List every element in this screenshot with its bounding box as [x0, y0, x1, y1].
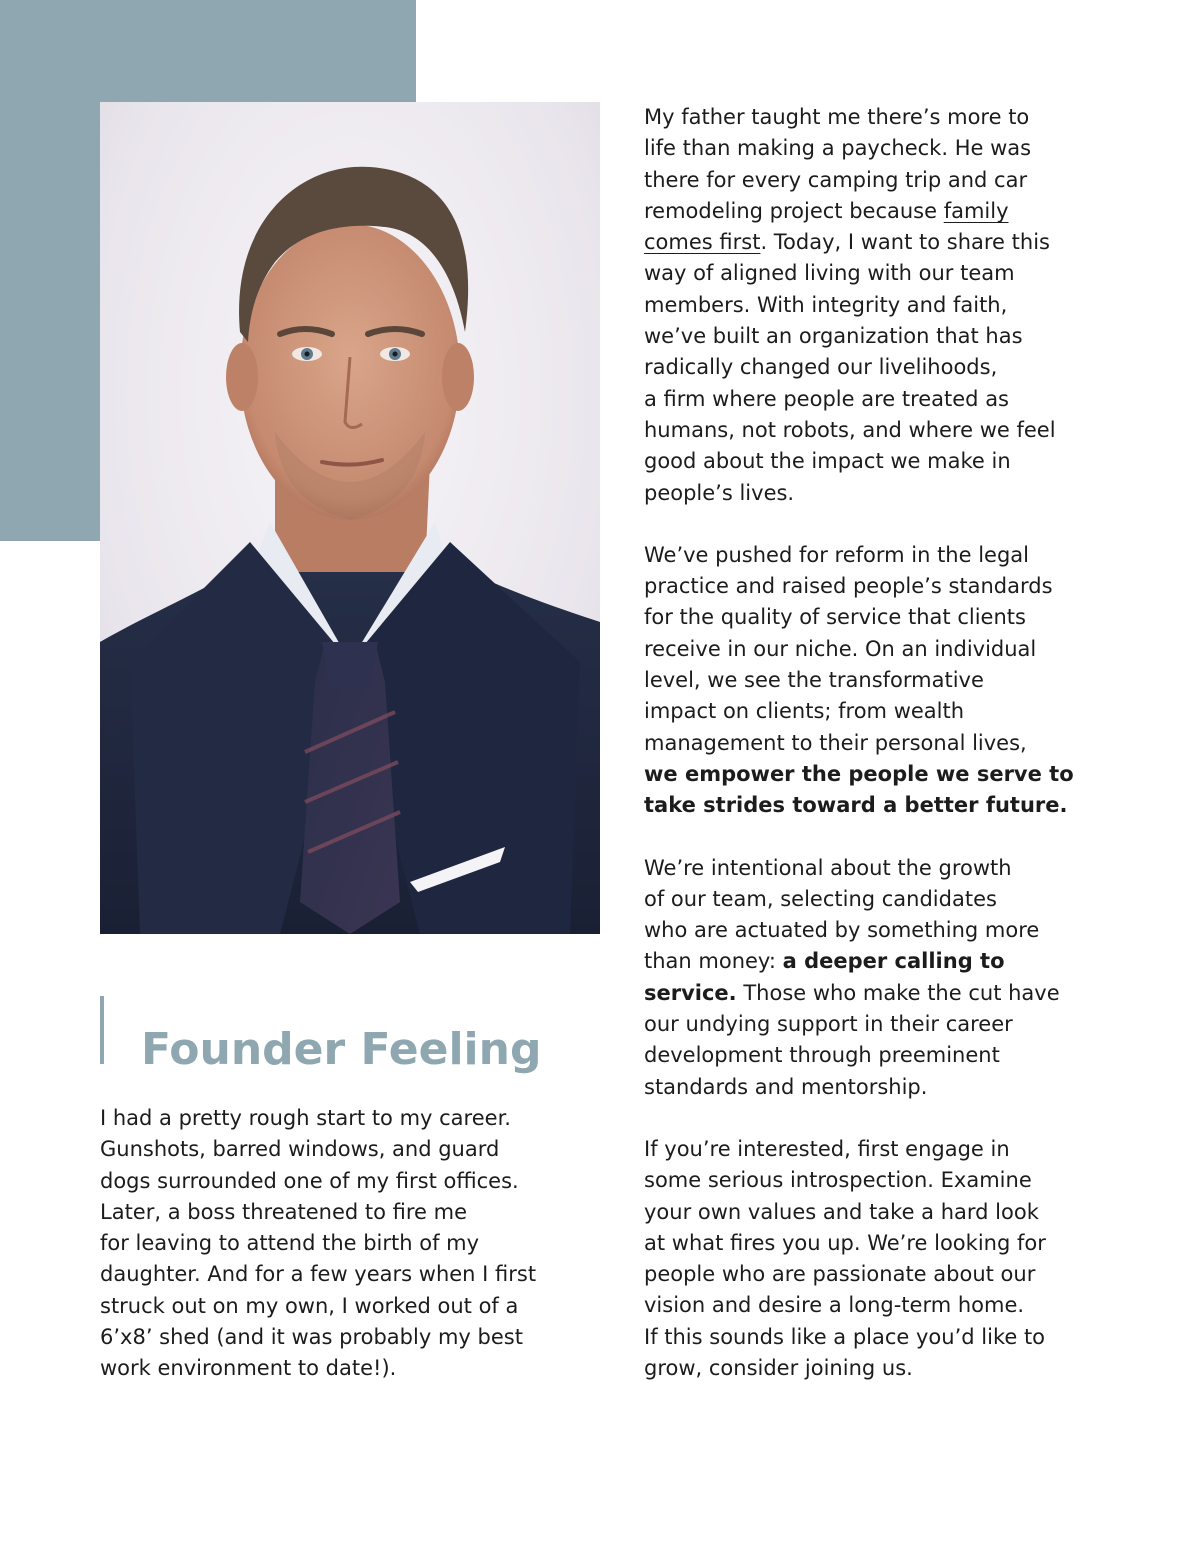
- intro-paragraph: [100, 1103, 600, 1385]
- text-line: who are actuated by something more: [644, 918, 1040, 943]
- left-column-text: [100, 1103, 600, 1385]
- text-segment: remodeling project because: [644, 198, 944, 223]
- text-line: Gunshots, barred windows, and guard: [100, 1137, 500, 1162]
- text-line: people who are passionate about our: [644, 1262, 1036, 1287]
- bold-text-segment: a deeper calling to: [782, 949, 1005, 974]
- paragraph-reform: [644, 540, 1114, 822]
- text-line: [644, 227, 1114, 258]
- text-line: some serious introspection. Examine: [644, 1168, 1032, 1193]
- text-line: level, we see the transformative: [644, 668, 984, 693]
- text-line: daughter. And for a few years when I first: [100, 1262, 537, 1287]
- text-line: for leaving to attend the birth of my: [100, 1231, 480, 1256]
- text-line: grow, consider joining us.: [644, 1355, 913, 1380]
- text-line: for the quality of service that clients: [644, 605, 1026, 630]
- text-line: If you’re interested, first engage in: [644, 1136, 1010, 1161]
- text-line: people’s lives.: [644, 480, 795, 505]
- bold-text-segment: service.: [644, 980, 737, 1005]
- text-line: life than making a paycheck. He was: [644, 136, 1032, 161]
- portrait-illustration: [100, 102, 600, 934]
- text-line: I had a pretty rough start to my career.: [100, 1106, 511, 1130]
- text-line: work environment to date!).: [100, 1356, 397, 1381]
- text-line: impact on clients; from wealth: [644, 699, 965, 724]
- text-line: there for every camping trip and car: [644, 167, 1028, 192]
- text-line: your own values and take a hard look: [644, 1199, 1039, 1224]
- family-comes-first-link-continued[interactable]: comes first: [644, 230, 761, 255]
- text-line: [644, 946, 1114, 977]
- paragraph-family: [644, 102, 1114, 509]
- founder-portrait-photo: [100, 102, 600, 934]
- text-line: Later, a boss threatened to fire me: [100, 1199, 468, 1224]
- text-line: radically changed our livelihoods,: [644, 355, 998, 380]
- text-line: standards and mentorship.: [644, 1074, 928, 1099]
- text-line: [644, 196, 1114, 227]
- bold-text-line: take strides toward a better future.: [644, 793, 1068, 818]
- text-line: way of aligned living with our team: [644, 261, 1015, 286]
- heading-accent-bar: [100, 996, 104, 1064]
- section-heading: Founder Feeling: [141, 1024, 542, 1075]
- text-line: dogs surrounded one of my first offices.: [100, 1168, 519, 1193]
- text-segment: Those who make the cut have: [736, 980, 1060, 1005]
- text-line: struck out on my own, I worked out of a: [100, 1293, 519, 1318]
- text-line: We’ve pushed for reform in the legal: [644, 542, 1029, 567]
- text-line: My father taught me there’s more to: [644, 105, 1030, 129]
- text-line: our undying support in their career: [644, 1012, 1013, 1037]
- text-line: humans, not robots, and where we feel: [644, 417, 1056, 442]
- text-line: we’ve built an organization that has: [644, 324, 1023, 349]
- text-line: practice and raised people’s standards: [644, 574, 1053, 599]
- text-line: If this sounds like a place you’d like to: [644, 1324, 1046, 1349]
- text-line: at what fires you up. We’re looking for: [644, 1230, 1046, 1255]
- paragraph-invitation: [644, 1134, 1114, 1384]
- text-line: members. With integrity and faith,: [644, 292, 1008, 317]
- text-line: good about the impact we make in: [644, 449, 1011, 474]
- right-column-text: [644, 102, 1114, 1384]
- bold-text-line: we empower the people we serve to: [644, 761, 1074, 786]
- text-line: a firm where people are treated as: [644, 386, 1009, 411]
- text-line: receive in our niche. On an individual: [644, 636, 1037, 661]
- text-line: 6’x8’ shed (and it was probably my best: [100, 1325, 523, 1350]
- text-segment: . Today, I want to share this: [760, 230, 1050, 255]
- text-line: vision and desire a long-term home.: [644, 1293, 1025, 1318]
- text-line: We’re intentional about the growth: [644, 855, 1012, 880]
- text-line: management to their personal lives,: [644, 730, 1027, 755]
- family-comes-first-link[interactable]: family: [943, 198, 1009, 223]
- text-line: of our team, selecting candidates: [644, 886, 997, 911]
- text-line: development through preeminent: [644, 1043, 1000, 1068]
- text-line: [644, 978, 1114, 1009]
- paragraph-growth: [644, 853, 1114, 1103]
- text-segment: than money:: [644, 949, 783, 974]
